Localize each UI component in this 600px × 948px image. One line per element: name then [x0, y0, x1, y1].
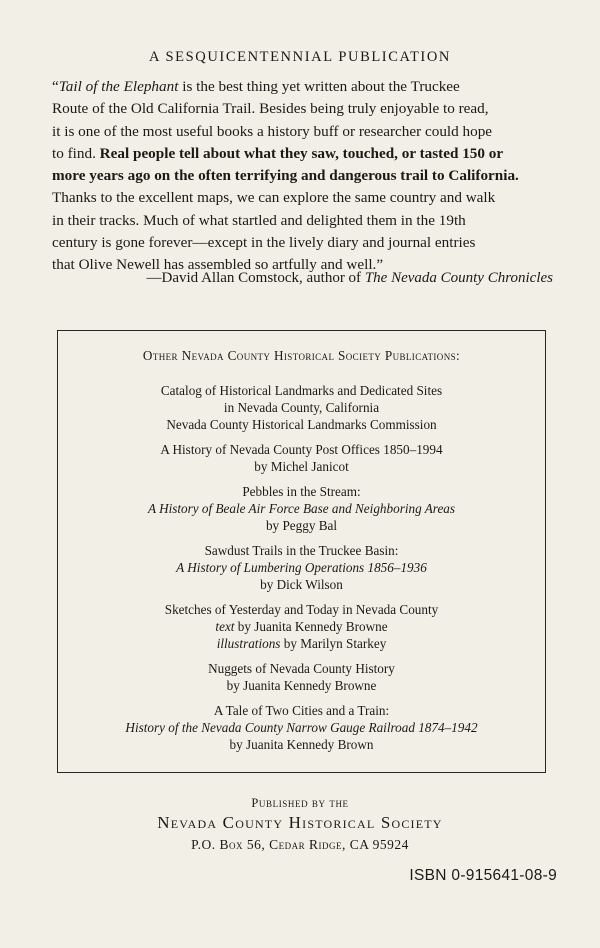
publication-item [58, 702, 545, 753]
credit-name: by Juanita Kennedy Browne [234, 619, 388, 634]
publisher-block [0, 796, 600, 853]
quote-bold-text: Real people tell about what they saw, touched, or tasted 150 or [99, 144, 504, 162]
publication-title: Nuggets of Nevada County History [208, 661, 395, 676]
quote-text: is the best thing yet written about the Truckee [178, 78, 460, 95]
publication-author: by Juanita Kennedy Brown [229, 737, 374, 752]
publisher-address: P.O. Box 56, Cedar Ridge, CA 95924 [191, 837, 409, 852]
publication-item [58, 542, 545, 593]
isbn-number: ISBN 0-915641-08-9 [409, 867, 557, 884]
quote-line: it is one of the most useful books a history buff or researcher could hope [52, 122, 493, 140]
publication-title: Catalog of Historical Landmarks and Dedicated Sites [160, 383, 443, 398]
publication-author: by Juanita Kennedy Browne [226, 678, 377, 693]
publication-subtitle: in Nevada County, California [223, 400, 380, 415]
publication-item [58, 660, 545, 694]
quote-text: to find. [52, 144, 100, 162]
publication-item [58, 441, 545, 475]
quote-line [52, 165, 562, 187]
publication-item [58, 601, 545, 652]
publication-subtitle: A History of Lumbering Operations 1856–1936 [176, 560, 427, 575]
quote-line: century is gone forever—except in the lively diary and journal entries [52, 234, 476, 252]
attribution-book: The Nevada County Chronicles [364, 270, 553, 286]
publication-title: Pebbles in the Stream: [242, 484, 361, 499]
publisher-name: Nevada County Historical Society [157, 813, 443, 832]
quote-bold-text: more years ago on the often terrifying and dangerous trail to California. [52, 167, 519, 185]
attribution-author: —David Allan Comstock, author of [146, 270, 365, 286]
heading: A SESQUICENTENNIAL PUBLICATION [148, 49, 451, 65]
publication-item [58, 483, 545, 534]
publication-author: Nevada County Historical Landmarks Commission [166, 417, 437, 432]
quote-line [52, 76, 562, 98]
quote-line: Thanks to the excellent maps, we can explore the same country and walk [52, 189, 496, 207]
publication-subtitle: History of the Nevada County Narrow Gauge Railroad 1874–1942 [125, 720, 478, 735]
publication-title: A Tale of Two Cities and a Train: [213, 703, 390, 718]
review-quote [52, 76, 562, 277]
publications-list [58, 382, 545, 761]
publication-subtitle: A History of Beale Air Force Base and Neighboring Areas [147, 501, 456, 516]
quote-line: that Olive Newell has assembled so artfully and well.” [52, 256, 384, 274]
quote-attribution [147, 270, 554, 287]
publication-title: Sawdust Trails in the Truckee Basin: [204, 543, 399, 558]
open-quote-mark: “ [52, 78, 59, 95]
book-title: Tail of the Elephant [58, 78, 179, 95]
quote-line [52, 143, 562, 165]
credit-name: by Marilyn Starkey [280, 636, 387, 651]
publications-box [57, 330, 546, 773]
publication-illustrator [58, 635, 545, 652]
publication-title: Sketches of Yesterday and Today in Nevada County [164, 602, 439, 617]
publication-author: by Michel Janicot [254, 459, 349, 474]
publication-item [58, 382, 545, 433]
publication-author [58, 618, 545, 635]
quote-line: Route of the Old California Trail. Besides being truly enjoyable to read, [52, 100, 489, 118]
quote-line: in their tracks. Much of what startled and delighted them in the 19th [52, 211, 466, 229]
publication-title: A History of Nevada County Post Offices 1850–1994 [160, 442, 443, 457]
credit-role: text [215, 619, 235, 634]
published-by-label: Published by the [251, 796, 349, 810]
publications-title: Other Nevada County Historical Society Publications: [142, 348, 461, 363]
credit-role: illustrations [216, 636, 281, 651]
publication-author: by Dick Wilson [260, 577, 343, 592]
publication-author: by Peggy Bal [265, 518, 338, 533]
